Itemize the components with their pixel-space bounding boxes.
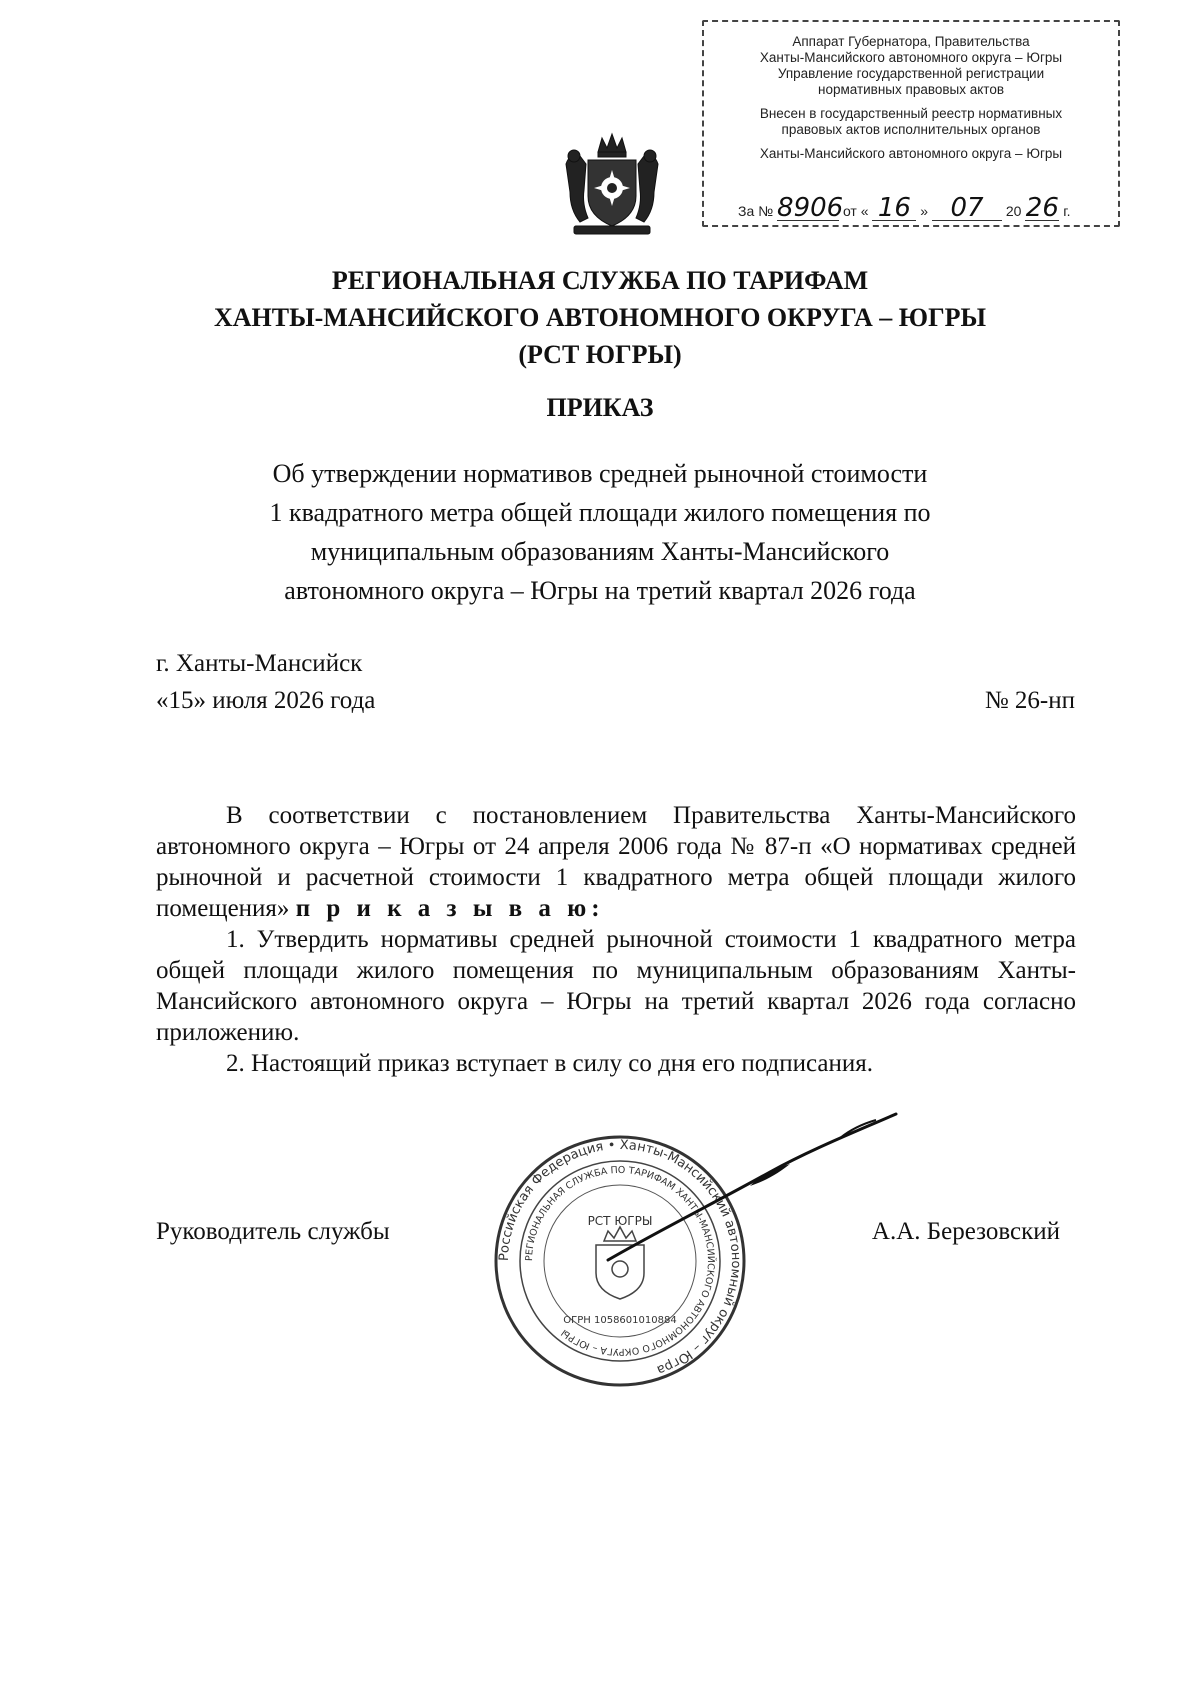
stamp-line: Внесен в государственный реестр нормативных xyxy=(759,106,1063,121)
reg-year-unit: г. xyxy=(1063,203,1071,219)
item-2: 2. Настоящий приказ вступает в силу со дня его подписания. xyxy=(226,1050,874,1077)
stamp-line: Ханты-Мансийского автономного округа – Югры xyxy=(759,50,1063,65)
reg-number: 8906 xyxy=(777,193,844,223)
preamble-text: В соответствии с постановлением Правительства Ханты-Мансийского автономного округа – Югры от 24 апреля 2006 года № 87-п «О нормативах средней рыночной и расчетной стоимости 1 квадратного метра общей площади жилого помещения» xyxy=(156,802,1076,922)
document-subject xyxy=(0,454,1200,610)
organization-title xyxy=(0,262,1200,373)
document-type: ПРИКАЗ xyxy=(546,393,654,422)
item-1: 1. Утвердить нормативы средней рыночной стоимости 1 квадратного метра общей площади жилого помещения по муниципальным образованиям Ханты-Мансийского автономного округа – Югры на третий квартал 2026 года согласно приложению. xyxy=(156,926,1076,1046)
seal-ogrn: ОГРН 1058601010884 xyxy=(563,1315,677,1326)
reg-from-label: от « xyxy=(842,203,869,219)
handwritten-signature xyxy=(600,1110,900,1270)
order-word: п р и к а з ы в а ю: xyxy=(295,895,605,922)
reg-year: 26 xyxy=(1025,193,1059,223)
document-number: № 26-нп xyxy=(984,687,1075,714)
stamp-line: Аппарат Губернатора, Правительства xyxy=(792,34,1030,49)
reg-month: 07 xyxy=(932,196,1002,221)
stamp-line: Ханты-Мансийского автономного округа – Югры xyxy=(759,146,1063,161)
signatory-role: Руководитель службы xyxy=(156,1218,390,1245)
subject-line: 1 квадратного метра общей площади жилого помещения по xyxy=(269,498,931,527)
document-city: г. Ханты-Мансийск xyxy=(156,650,363,677)
subject-line: Об утверждении нормативов средней рыночной стоимости xyxy=(272,459,928,488)
org-title-line: (РСТ ЮГРЫ) xyxy=(518,340,682,369)
reg-day-close: » xyxy=(920,203,929,219)
org-title-line: ХАНТЫ-МАНСИЙСКОГО АВТОНОМНОГО ОКРУГА – ЮГРЫ xyxy=(213,303,987,332)
reg-year-prefix: 20 xyxy=(1005,203,1022,219)
org-title-line: РЕГИОНАЛЬНАЯ СЛУЖБА ПО ТАРИФАМ xyxy=(331,266,869,295)
stamp-line: нормативных правовых актов xyxy=(817,82,1005,97)
seal-outer-text: Российская Федерация • Ханты-Мансийский автономный округ – Югра xyxy=(496,1137,744,1378)
subject-line: автономного округа – Югры на третий квартал 2026 года xyxy=(284,576,916,605)
stamp-line: Управление государственной регистрации xyxy=(777,66,1045,81)
seal-center-text: РСТ ЮГРЫ xyxy=(587,1214,653,1228)
registration-stamp xyxy=(702,20,1120,227)
document-body xyxy=(156,800,1076,1079)
subject-line: муниципальным образованиям Ханты-Мансийского xyxy=(310,537,890,566)
reg-day: 16 xyxy=(872,196,916,221)
coat-of-arms-icon xyxy=(560,130,664,238)
reg-prefix: За № xyxy=(738,203,774,219)
preamble-paragraph xyxy=(156,800,1076,924)
seal-inner-text: РЕГИОНАЛЬНАЯ СЛУЖБА ПО ТАРИФАМ ХАНТЫ-МАНСИЙСКОГО АВТОНОМНОГО ОКРУГА – ЮГРЫ xyxy=(523,1164,717,1358)
document-date: «15» июля 2026 года xyxy=(156,687,376,714)
stamp-line: правовых актов исполнительных органов xyxy=(781,122,1041,137)
signatory-name: А.А. Березовский xyxy=(871,1218,1060,1245)
registration-number-row xyxy=(738,193,1071,223)
